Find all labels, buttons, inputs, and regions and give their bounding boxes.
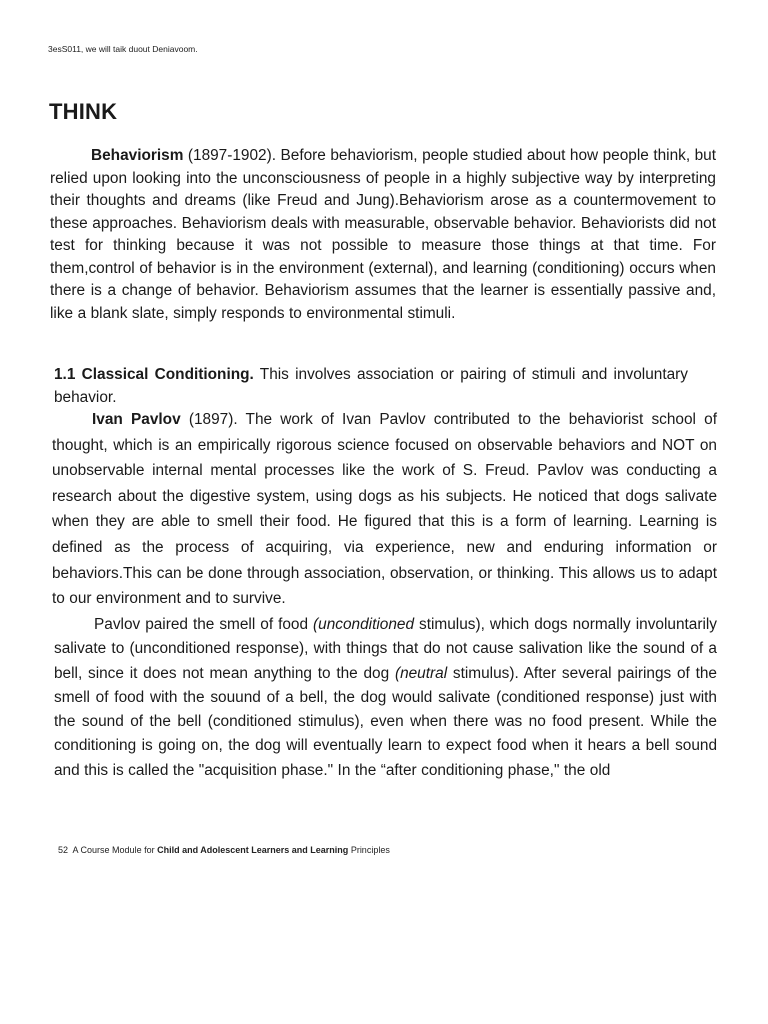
classical-conditioning-heading: 1.1 Classical Conditioning. bbox=[54, 366, 254, 383]
footer-suffix: Principles bbox=[350, 845, 390, 855]
running-head: 3esS011, we will taik duout Deniavoom. bbox=[48, 44, 198, 54]
page-number: 52 bbox=[58, 845, 69, 855]
behaviorism-text: (1897-1902). Before behaviorism, people studied about how people think, but relied upon looking into the unconsciousness of people in a highly subjective way by interpreting their thoughts and dreams (like Freud and Jung).Behaviorism arose as a countermovement to these approaches. Behaviorism deals with measurable, observable behavior. Behaviorists did not test for thinking because it was not possible to measure those things at that time. For them,control of behavior is in the environment (external), and learning (conditioning) occurs when there is a change of behavior. Behaviorism assumes that the learner is essentially passive and, like a blank slate, simply responds to environmental stimuli. bbox=[50, 147, 716, 322]
section-title: THINK bbox=[49, 99, 118, 124]
pavlov-text: (1897). The work of Ivan Pavlov contributed to the behaviorist school of thought, which is an empirically rigorous science focused on observable behaviors and NOT on unobservable internal mental processes like the work of S. Freud. Pavlov was conducting a research about the digestive system, using dogs as his subjects. He noticed that dogs salivate when they are able to smell their food. He figured that this is a form of learning. Learning is defined as the process of acquiring, via experience, new and enduring information or behaviors.This can be done through association, observation, or thinking. This allows us to adapt to our environment and to survive. bbox=[52, 411, 717, 608]
footer-prefix: A Course Module for bbox=[72, 845, 155, 855]
pavlov-paragraph bbox=[52, 407, 717, 612]
classical-conditioning-paragraph bbox=[54, 364, 688, 409]
behaviorism-paragraph bbox=[50, 145, 716, 325]
footer-course-title: Child and Adolescent Learners and Learning bbox=[157, 845, 349, 855]
page-footer bbox=[58, 845, 390, 855]
classical-conditioning-text: This involves association or pairing of stimuli and involuntary behavior. bbox=[54, 366, 688, 406]
experiment-text-3: stimulus). After several pairings of the smell of food with the souund of a bell, the dog would salivate (conditioned response) just with the sound of the bell (conditioned stimulus), even when there was no food present. While the conditioning is going on, the dog will eventually learn to expect food when it hears a bell sound and this is called the "acquisition phase." In the “after conditioning phase," the old bbox=[54, 664, 717, 779]
pavlov-term: Ivan Pavlov bbox=[92, 411, 181, 428]
unconditioned-italic: (unconditioned bbox=[313, 616, 415, 633]
experiment-text-1: Pavlov paired the smell of food bbox=[94, 616, 314, 633]
experiment-text-2: stimulus), which dogs normally involuntarily salivate to (unconditioned response), with things that do not cause salivation like the sound of a bell, since it does not mean anything to the dog bbox=[54, 616, 717, 682]
pavlov-experiment-paragraph bbox=[54, 613, 717, 783]
neutral-italic: (neutral bbox=[394, 664, 448, 682]
behaviorism-term: Behaviorism bbox=[91, 147, 184, 164]
